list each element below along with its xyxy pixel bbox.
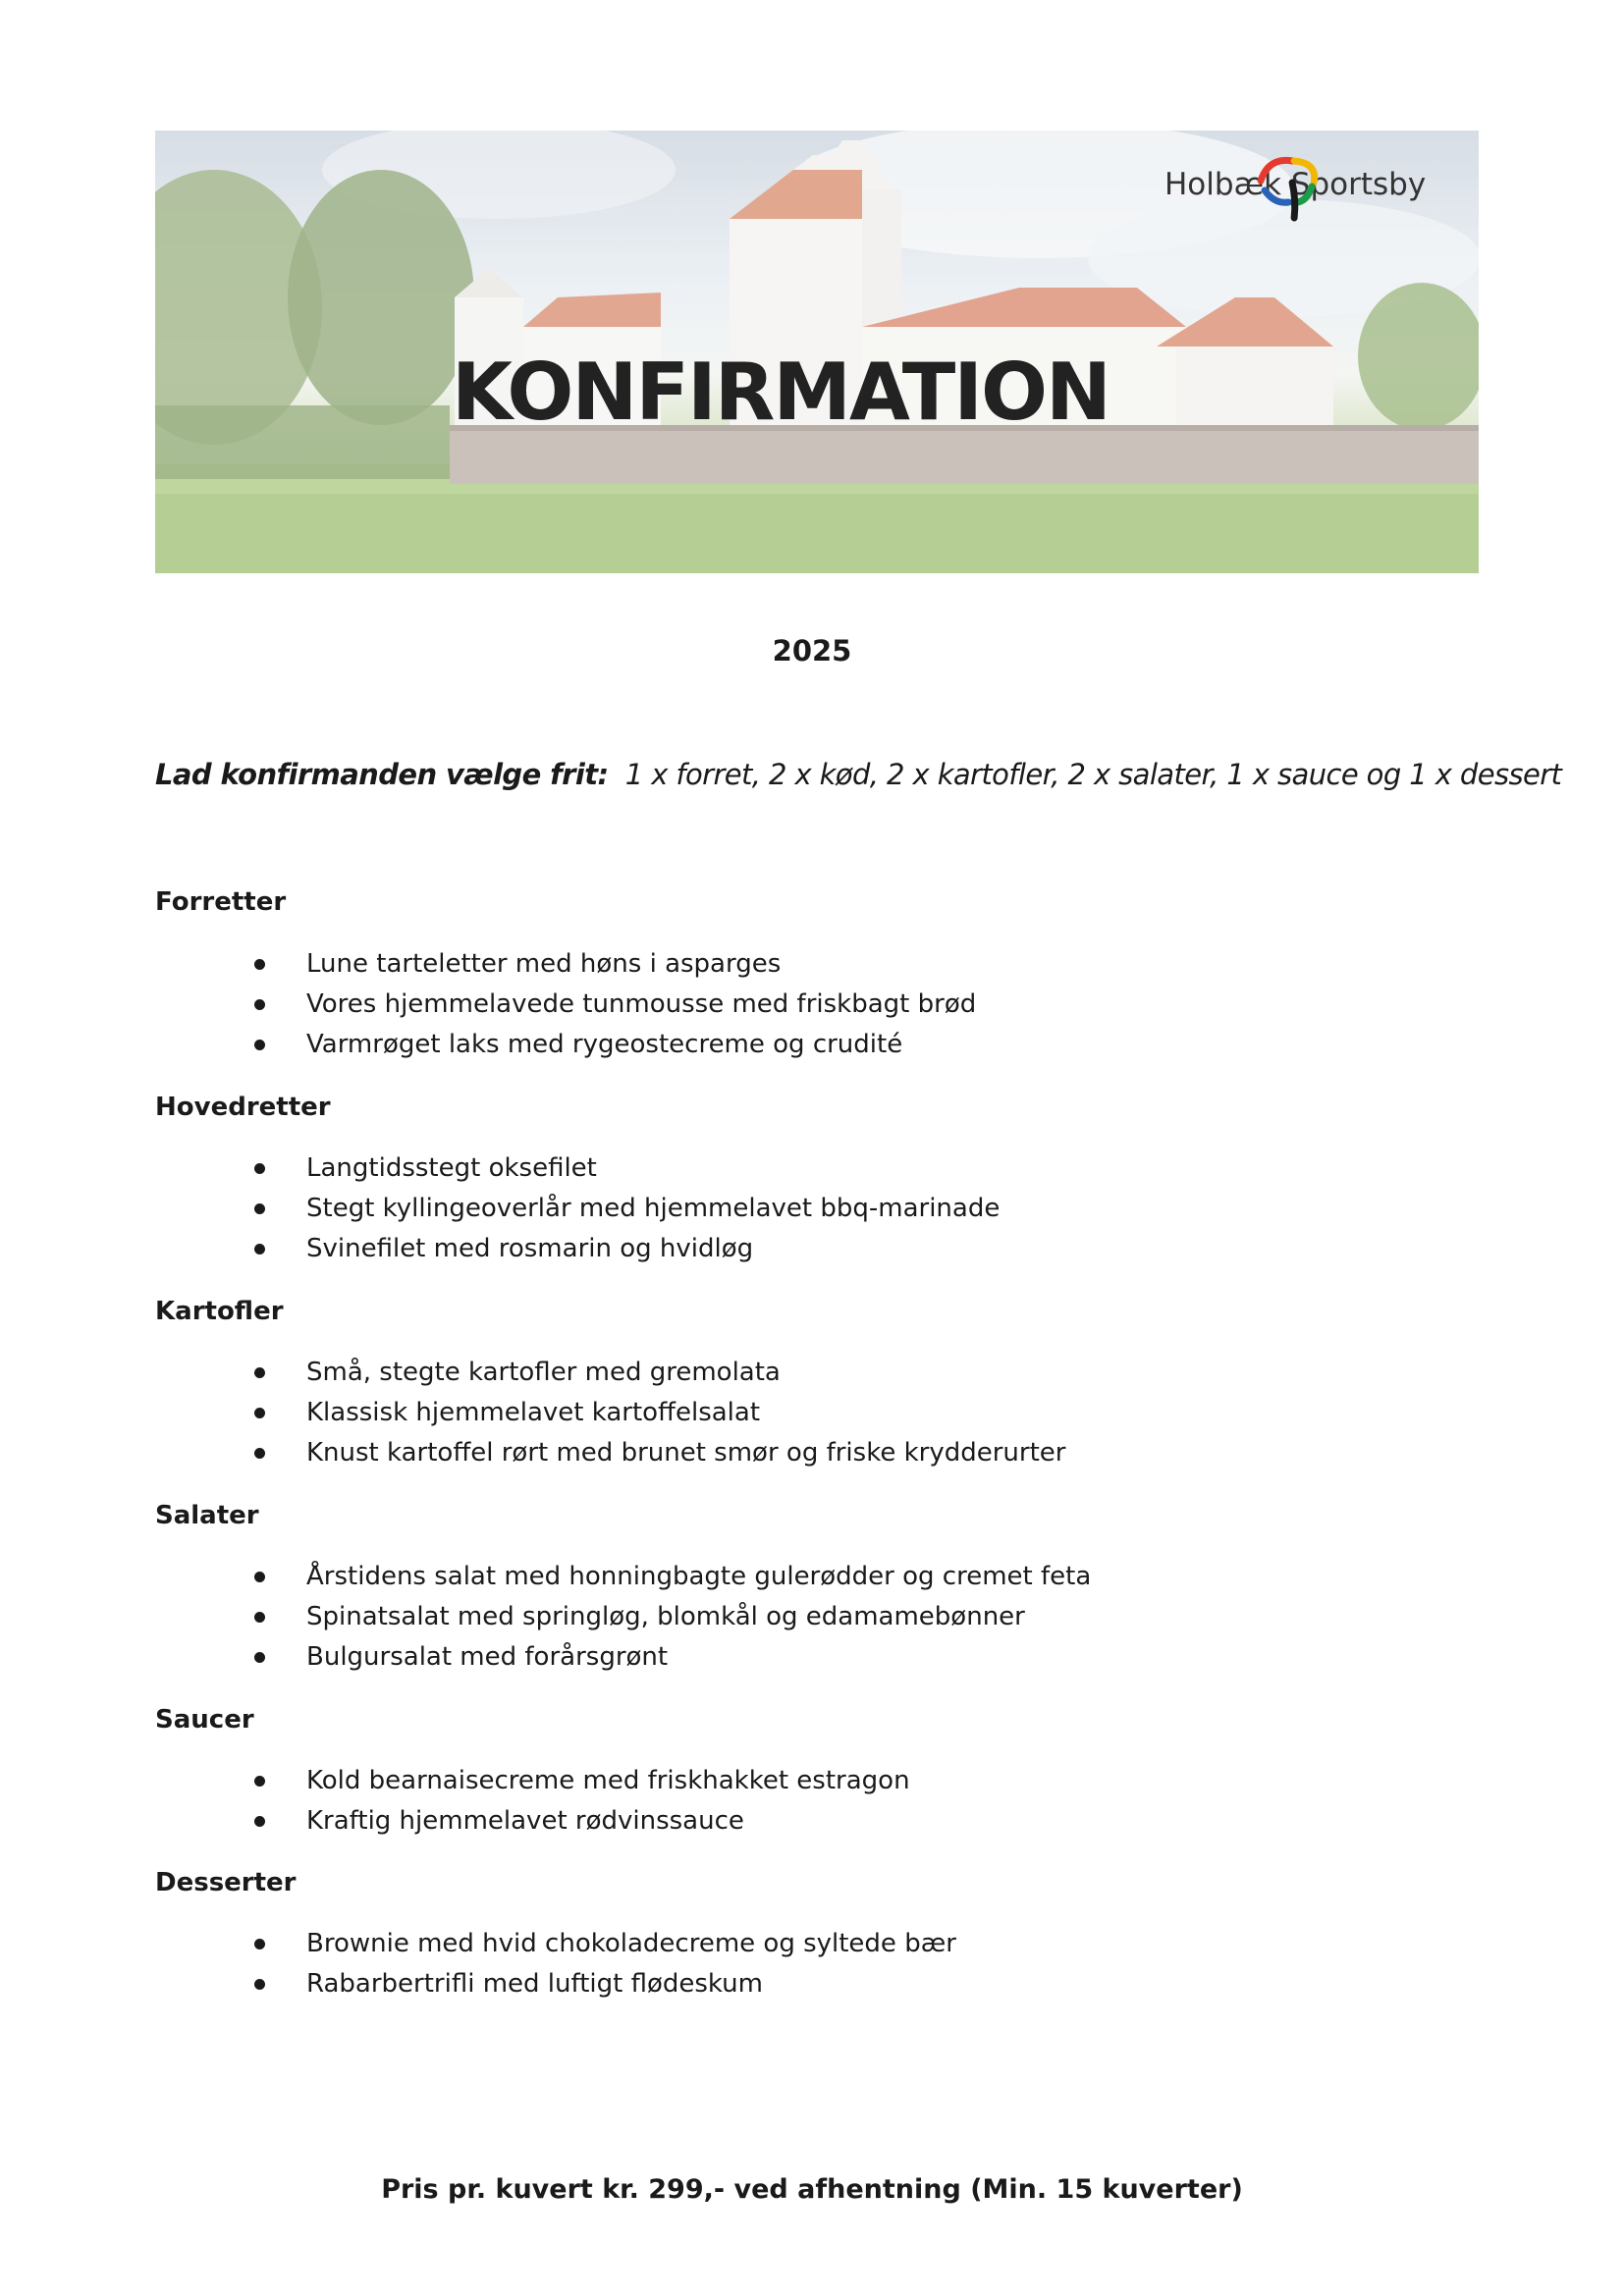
menu-item: Stegt kyllingeoverlår med hjemmelavet bbq-marinade bbox=[254, 1194, 1000, 1223]
menu-item: Brownie med hvid chokoladecreme og syltede bær bbox=[254, 1929, 956, 1958]
bullet-icon bbox=[254, 1572, 265, 1582]
holbaek-sportsby-logo bbox=[1155, 143, 1426, 226]
menu-item: Klassisk hjemmelavet kartoffelsalat bbox=[254, 1398, 760, 1427]
banner-title: KONFIRMATION bbox=[452, 347, 1110, 438]
bullet-icon bbox=[254, 1367, 265, 1378]
menu-item: Spinatsalat med springløg, blomkål og edamamebønner bbox=[254, 1602, 1025, 1631]
menu-item: Årstidens salat med honningbagte gulerødder og cremet feta bbox=[254, 1562, 1091, 1591]
bullet-icon bbox=[254, 959, 265, 970]
menu-item: Kold bearnaisecreme med friskhakket estragon bbox=[254, 1766, 910, 1795]
menu-item: Knust kartoffel rørt med brunet smør og friske krydderurter bbox=[254, 1438, 1065, 1468]
sportsby-logo-icon bbox=[1155, 143, 1426, 226]
header-banner bbox=[155, 131, 1479, 573]
section-title-salater: Salater bbox=[155, 1501, 259, 1530]
bullet-icon bbox=[254, 1612, 265, 1623]
section-title-desserter: Desserter bbox=[155, 1868, 297, 1897]
section-title-forretter: Forretter bbox=[155, 887, 287, 917]
intro-line bbox=[155, 758, 1561, 791]
price-footer: Pris pr. kuvert kr. 299,- ved afhentning (Min. 15 kuverter) bbox=[381, 2174, 1243, 2205]
bullet-icon bbox=[254, 999, 265, 1010]
bullet-icon bbox=[254, 1979, 265, 1990]
intro-text: 1 x forret, 2 x kød, 2 x kartofler, 2 x salater, 1 x sauce og 1 x dessert bbox=[624, 758, 1562, 791]
menu-item: Lune tarteletter med høns i asparges bbox=[254, 949, 781, 979]
menu-item: Langtidsstegt oksefilet bbox=[254, 1153, 597, 1183]
bullet-icon bbox=[254, 1203, 265, 1214]
bullet-icon bbox=[254, 1448, 265, 1459]
bullet-icon bbox=[254, 1776, 265, 1787]
intro-lead: Lad konfirmanden vælge frit: bbox=[155, 758, 609, 791]
menu-item: Rabarbertrifli med luftigt flødeskum bbox=[254, 1969, 763, 1999]
menu-item: Svinefilet med rosmarin og hvidløg bbox=[254, 1234, 753, 1263]
menu-item: Bulgursalat med forårsgrønt bbox=[254, 1642, 668, 1672]
bullet-icon bbox=[254, 1939, 265, 1949]
menu-item: Kraftig hjemmelavet rødvinssauce bbox=[254, 1806, 744, 1836]
menu-item: Varmrøget laks med rygeostecreme og crudité bbox=[254, 1030, 902, 1059]
logo-text: Holbæk Sportsby bbox=[1164, 167, 1427, 202]
menu-item: Små, stegte kartofler med gremolata bbox=[254, 1358, 781, 1387]
bullet-icon bbox=[254, 1816, 265, 1827]
menu-item: Vores hjemmelavede tunmousse med friskbagt brød bbox=[254, 989, 976, 1019]
section-title-kartofler: Kartofler bbox=[155, 1297, 284, 1326]
bullet-icon bbox=[254, 1244, 265, 1255]
section-title-hovedretter: Hovedretter bbox=[155, 1093, 331, 1122]
section-title-saucer: Saucer bbox=[155, 1705, 254, 1735]
bullet-icon bbox=[254, 1408, 265, 1418]
year-heading: 2025 bbox=[772, 634, 852, 667]
bullet-icon bbox=[254, 1040, 265, 1050]
bullet-icon bbox=[254, 1163, 265, 1174]
bullet-icon bbox=[254, 1652, 265, 1663]
